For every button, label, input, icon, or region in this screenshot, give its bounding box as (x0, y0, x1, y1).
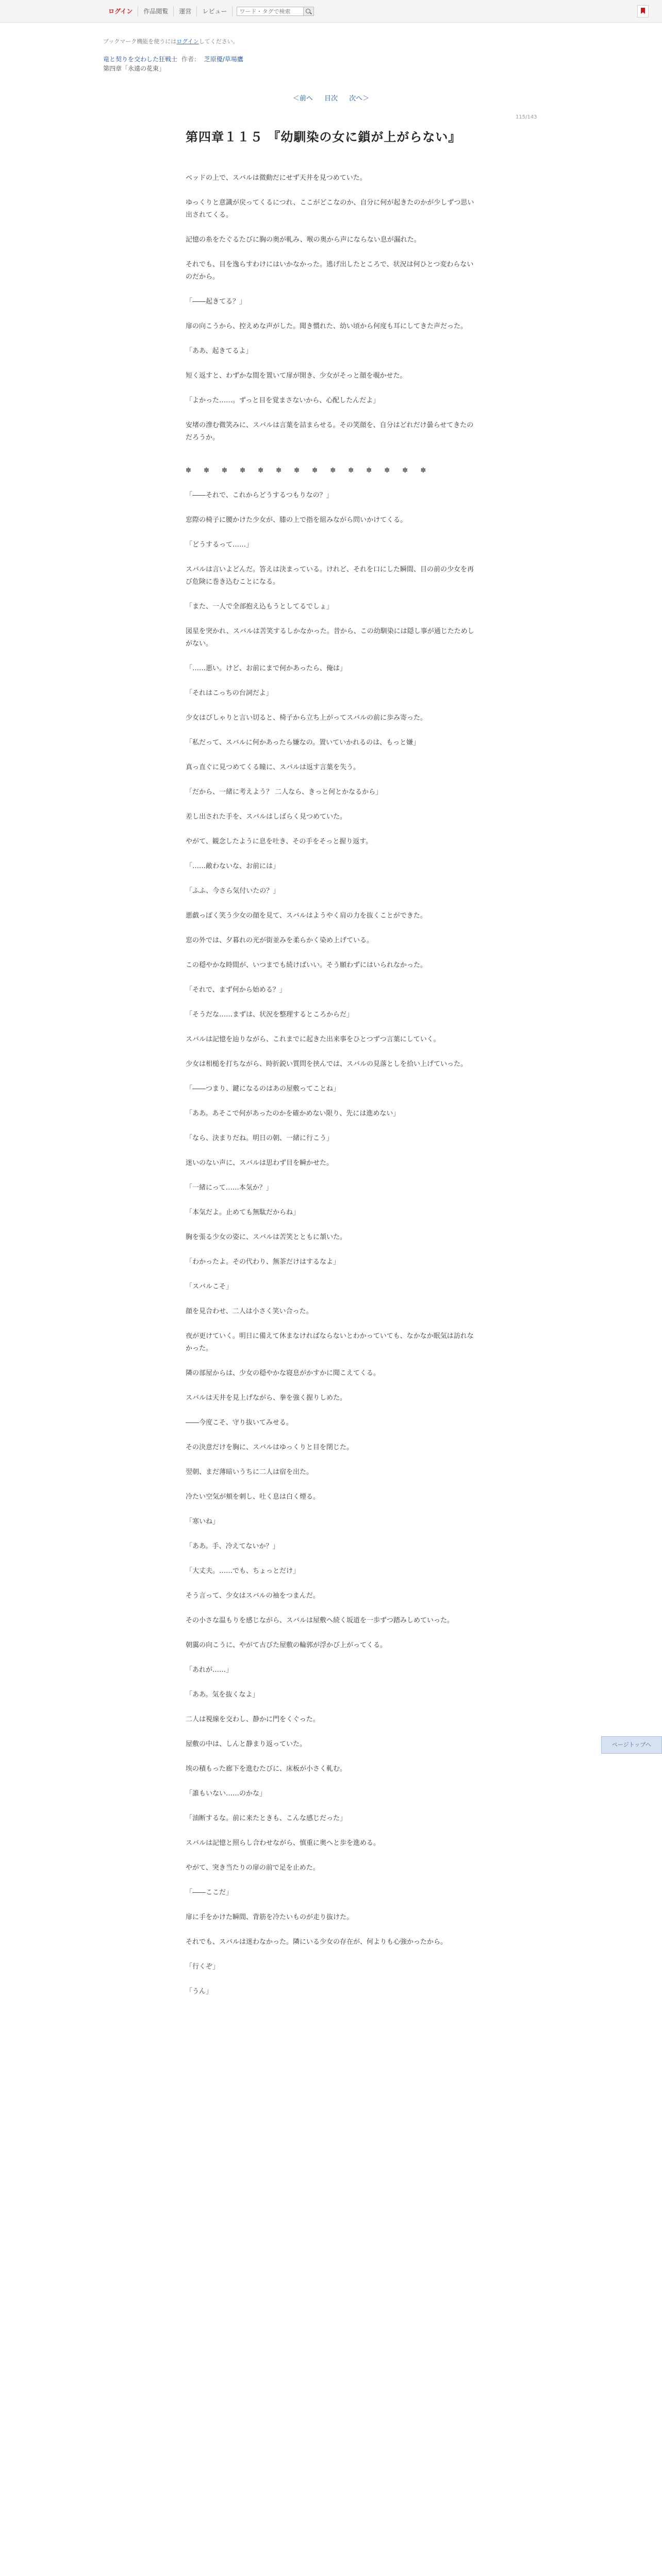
paragraph: 胸を張る少女の姿に、スバルは苦笑とともに頷いた。 (186, 1233, 347, 1241)
paragraph: 翌朝、まだ薄暗いうちに二人は宿を出た。 (186, 1468, 313, 1476)
paragraph: 冷たい空気が頬を刺し、吐く息は白く煙る。 (186, 1493, 320, 1501)
paragraph: スバルは天井を見上げながら、拳を強く握りしめた。 (186, 1394, 347, 1402)
paragraph: 「大丈夫。……でも、ちょっとだけ」 (186, 1567, 300, 1575)
paragraph: 二人は視線を交わし、静かに門をくぐった。 (186, 1716, 320, 1723)
notice-suffix: してください。 (198, 38, 239, 45)
page-top-button[interactable]: ページトップへ (601, 1736, 662, 1754)
paragraph: 「ああ。手、冷えてないか？」 (186, 1543, 279, 1550)
paragraph: やがて、観念したように息を吐き、その手をそっと握り返す。 (186, 838, 373, 845)
series-info (103, 55, 243, 73)
paragraph: ベッドの上で、スバルは微動だにせず天井を見つめていた。 (186, 174, 367, 182)
paragraph: 「また、一人で全部抱え込もうとしてるでしょ」 (186, 603, 333, 611)
paragraph: 差し出された手を、スバルはしばらく見つめていた。 (186, 813, 347, 821)
paragraph: 「――ここだ」 (186, 1889, 233, 1896)
paragraph: やがて、突き当たりの扉の前で足を止めた。 (186, 1864, 320, 1872)
paragraph: 扉の向こうから、控えめな声がした。聞き慣れた、幼い頃から何度も耳にしてきた声だった。 (186, 323, 468, 330)
paragraph: 「一緒にって……本気か？」 (186, 1184, 273, 1192)
paragraph: 「スバルこそ」 (186, 1283, 233, 1291)
paragraph: 「油断するな。前に来たときも、こんな感じだった」 (186, 1815, 347, 1822)
paragraph: スバルは記憶と照らし合わせながら、慎重に奥へと歩を進める。 (186, 1839, 380, 1847)
paragraph: 扉に手をかけた瞬間、背筋を冷たいものが走り抜けた。 (186, 1913, 354, 1921)
paragraph: 「それで、まず何から始める？」 (186, 986, 286, 994)
paragraph: それでも、スバルは迷わなかった。隣にいる少女の存在が、何よりも心強かったから。 (186, 1938, 448, 1946)
paragraph: 「わかったよ。その代わり、無茶だけはするなよ」 (186, 1258, 340, 1266)
paragraph: それでも、目を逸らすわけにはいかなかった。逃げ出したところで、状況は何ひとつ変わらないのだから。 (186, 261, 474, 281)
paragraph: 「ああ。気を抜くなよ」 (186, 1691, 259, 1699)
paragraph: スバルは言いよどんだ。答えは決まっている。けれど、それを口にした瞬間、目の前の少女を再び危険に巻き込むことになる。 (186, 566, 474, 586)
paragraph: 「ああ、起きてるよ」 (186, 347, 253, 355)
search-icon[interactable] (304, 7, 314, 16)
pager-top (0, 93, 662, 103)
paragraph: 悪戯っぽく笑う少女の顔を見て、スバルはようやく肩の力を抜くことができた。 (186, 912, 427, 920)
paragraph: その決意だけを胸に、スバルはゆっくりと目を閉じた。 (186, 1444, 353, 1451)
paragraph: 図星を突かれ、スバルは苦笑するしかなかった。昔から、この幼馴染には隠し事が通じたためしがない。 (186, 628, 474, 648)
paragraph: 安堵の滲む微笑みに、スバルは言葉を詰まらせる。その笑顔を、自分はどれだけ曇らせてきたのだろうか。 (186, 421, 474, 442)
paragraph: 夜が更けていく。明日に備えて休まなければならないとわかっていても、なかなか眠気は訪れなかった。 (186, 1332, 474, 1352)
toc-link[interactable]: 目次 (324, 95, 338, 103)
paragraph: 「――つまり、鍵になるのはあの屋敷ってことね」 (186, 1085, 340, 1093)
paragraph: 「なら、決まりだね。明日の朝、一緒に行こう」 (186, 1134, 334, 1142)
author-label: 作者： (181, 56, 200, 63)
paragraph: ✽ ✽ ✽ ✽ ✽ ✽ ✽ ✽ ✽ ✽ ✽ ✽ ✽ ✽ (186, 467, 432, 474)
paragraph: 埃の積もった廊下を進むたびに、床板が小さく軋む。 (186, 1765, 347, 1773)
paragraph: 「よかった……。ずっと目を覚まさないから、心配したんだよ」 (186, 397, 380, 404)
paragraph: 「行くぞ」 (186, 1963, 220, 1971)
search-input[interactable] (237, 7, 304, 16)
paragraph: 少女はぴしゃりと言い切ると、椅子から立ち上がってスバルの前に歩み寄った。 (186, 714, 427, 722)
paragraph: 少女は相槌を打ちながら、時折鋭い質問を挟んでは、スバルの見落としを拾い上げていった。 (186, 1060, 468, 1068)
paragraph: そう言って、少女はスバルの袖をつまんだ。 (186, 1592, 320, 1600)
top-nav (103, 6, 314, 16)
paragraph: 隣の部屋からは、少女の穏やかな寝息がかすかに聞こえてくる。 (186, 1369, 380, 1377)
paragraph: ――今度こそ、守り抜いてみせる。 (186, 1419, 293, 1427)
paragraph: 「うん」 (186, 1988, 213, 1995)
paragraph: 「――起きてる？」 (186, 298, 246, 306)
paragraph: 屋敷の中は、しんと静まり返っていた。 (186, 1740, 307, 1748)
paragraph: 「誰もいない……のかな」 (186, 1790, 267, 1798)
paragraph: ゆっくりと意識が戻ってくるにつれ、ここがどこなのか、自分に何が起きたのかが少しずつ思い出されてくる。 (186, 199, 474, 219)
notice-prefix: ブックマーク機能を使うには (103, 38, 177, 45)
chapter-number: 115/143 (516, 114, 537, 120)
paragraph: 「本気だよ。止めても無駄だからね」 (186, 1209, 300, 1216)
paragraph: 「……敵わないな、お前には」 (186, 862, 280, 870)
paragraph: 「――それで、これからどうするつもりなの？」 (186, 492, 333, 499)
notice-login-link[interactable]: ログイン (176, 38, 199, 45)
work-title-link[interactable]: 竜と契りを交わした狂戦士 (103, 56, 178, 63)
paragraph: 顔を見合わせ、二人は小さく笑い合った。 (186, 1308, 313, 1315)
chapter-body (186, 172, 477, 2010)
top-bar (0, 0, 662, 23)
chapter-title: 第四章１１５ 『幼馴染の女に鎖が上がらない』 (186, 130, 461, 144)
paragraph: 朝靄の向こうに、やがて古びた屋敷の輪郭が浮かび上がってくる。 (186, 1641, 387, 1649)
next-link[interactable]: 次へ＞ (349, 95, 370, 103)
paragraph: 「あれが……」 (186, 1666, 233, 1674)
works-link[interactable]: 作品閲覧 (138, 6, 174, 16)
paragraph: 記憶の糸をたぐるたびに胸の奥が軋み、喉の奥から声にならない息が漏れた。 (186, 236, 421, 244)
paragraph: その小さな温もりを感じながら、スバルは屋敷へ続く坂道を一歩ずつ踏みしめていった。 (186, 1617, 454, 1624)
chapter-line: 第四章「永遠の花束」 (103, 65, 166, 72)
prev-link[interactable]: ＜前へ (292, 95, 313, 103)
paragraph: 窓の外では、夕暮れの光が街並みを柔らかく染め上げている。 (186, 937, 374, 944)
paragraph: 「ああ。あそこで何があったのかを確かめない限り、先には進めない」 (186, 1110, 400, 1117)
ranking-link[interactable]: 運営 (174, 6, 197, 16)
paragraph: 迷いのない声に、スバルは思わず目を瞬かせた。 (186, 1159, 334, 1167)
paragraph: 「そうだな……まずは、状況を整理するところからだ」 (186, 1011, 354, 1019)
paragraph: 「私だって、スバルに何かあったら嫌なの。置いていかれるのは、もっと嫌」 (186, 739, 420, 747)
paragraph: 「それはこっちの台詞だよ」 (186, 689, 273, 697)
paragraph: スバルは記憶を辿りながら、これまでに起きた出来事をひとつずつ言葉にしていく。 (186, 1036, 440, 1043)
paragraph: 短く返すと、わずかな間を置いて扉が開き、少女がそっと顔を覗かせた。 (186, 372, 407, 380)
paragraph: 「ふふ、今さら気付いたの？」 (186, 887, 280, 895)
review-link[interactable]: レビュー (197, 6, 233, 16)
paragraph: 真っ直ぐに見つめてくる瞳に、スバルは返す言葉を失う。 (186, 764, 360, 771)
paragraph: 「寒いね」 (186, 1518, 220, 1526)
login-notice (103, 37, 239, 45)
paragraph: この穏やかな時間が、いつまでも続けばいい。そう願わずにはいられなかった。 (186, 961, 427, 969)
author-link[interactable]: 芝原優/草場鷹 (204, 56, 243, 63)
login-link[interactable]: ログイン (103, 6, 138, 16)
paragraph: 「だから、一緒に考えよう？ 二人なら、きっと何とかなるから」 (186, 788, 383, 796)
paragraph: 窓際の椅子に腰かけた少女が、膝の上で指を組みながら問いかけてくる。 (186, 516, 407, 524)
paragraph: 「どうするって……」 (186, 541, 253, 549)
paragraph: 「……悪い。けど、お前にまで何かあったら、俺は」 (186, 665, 346, 672)
bookmark-icon[interactable] (637, 5, 649, 18)
